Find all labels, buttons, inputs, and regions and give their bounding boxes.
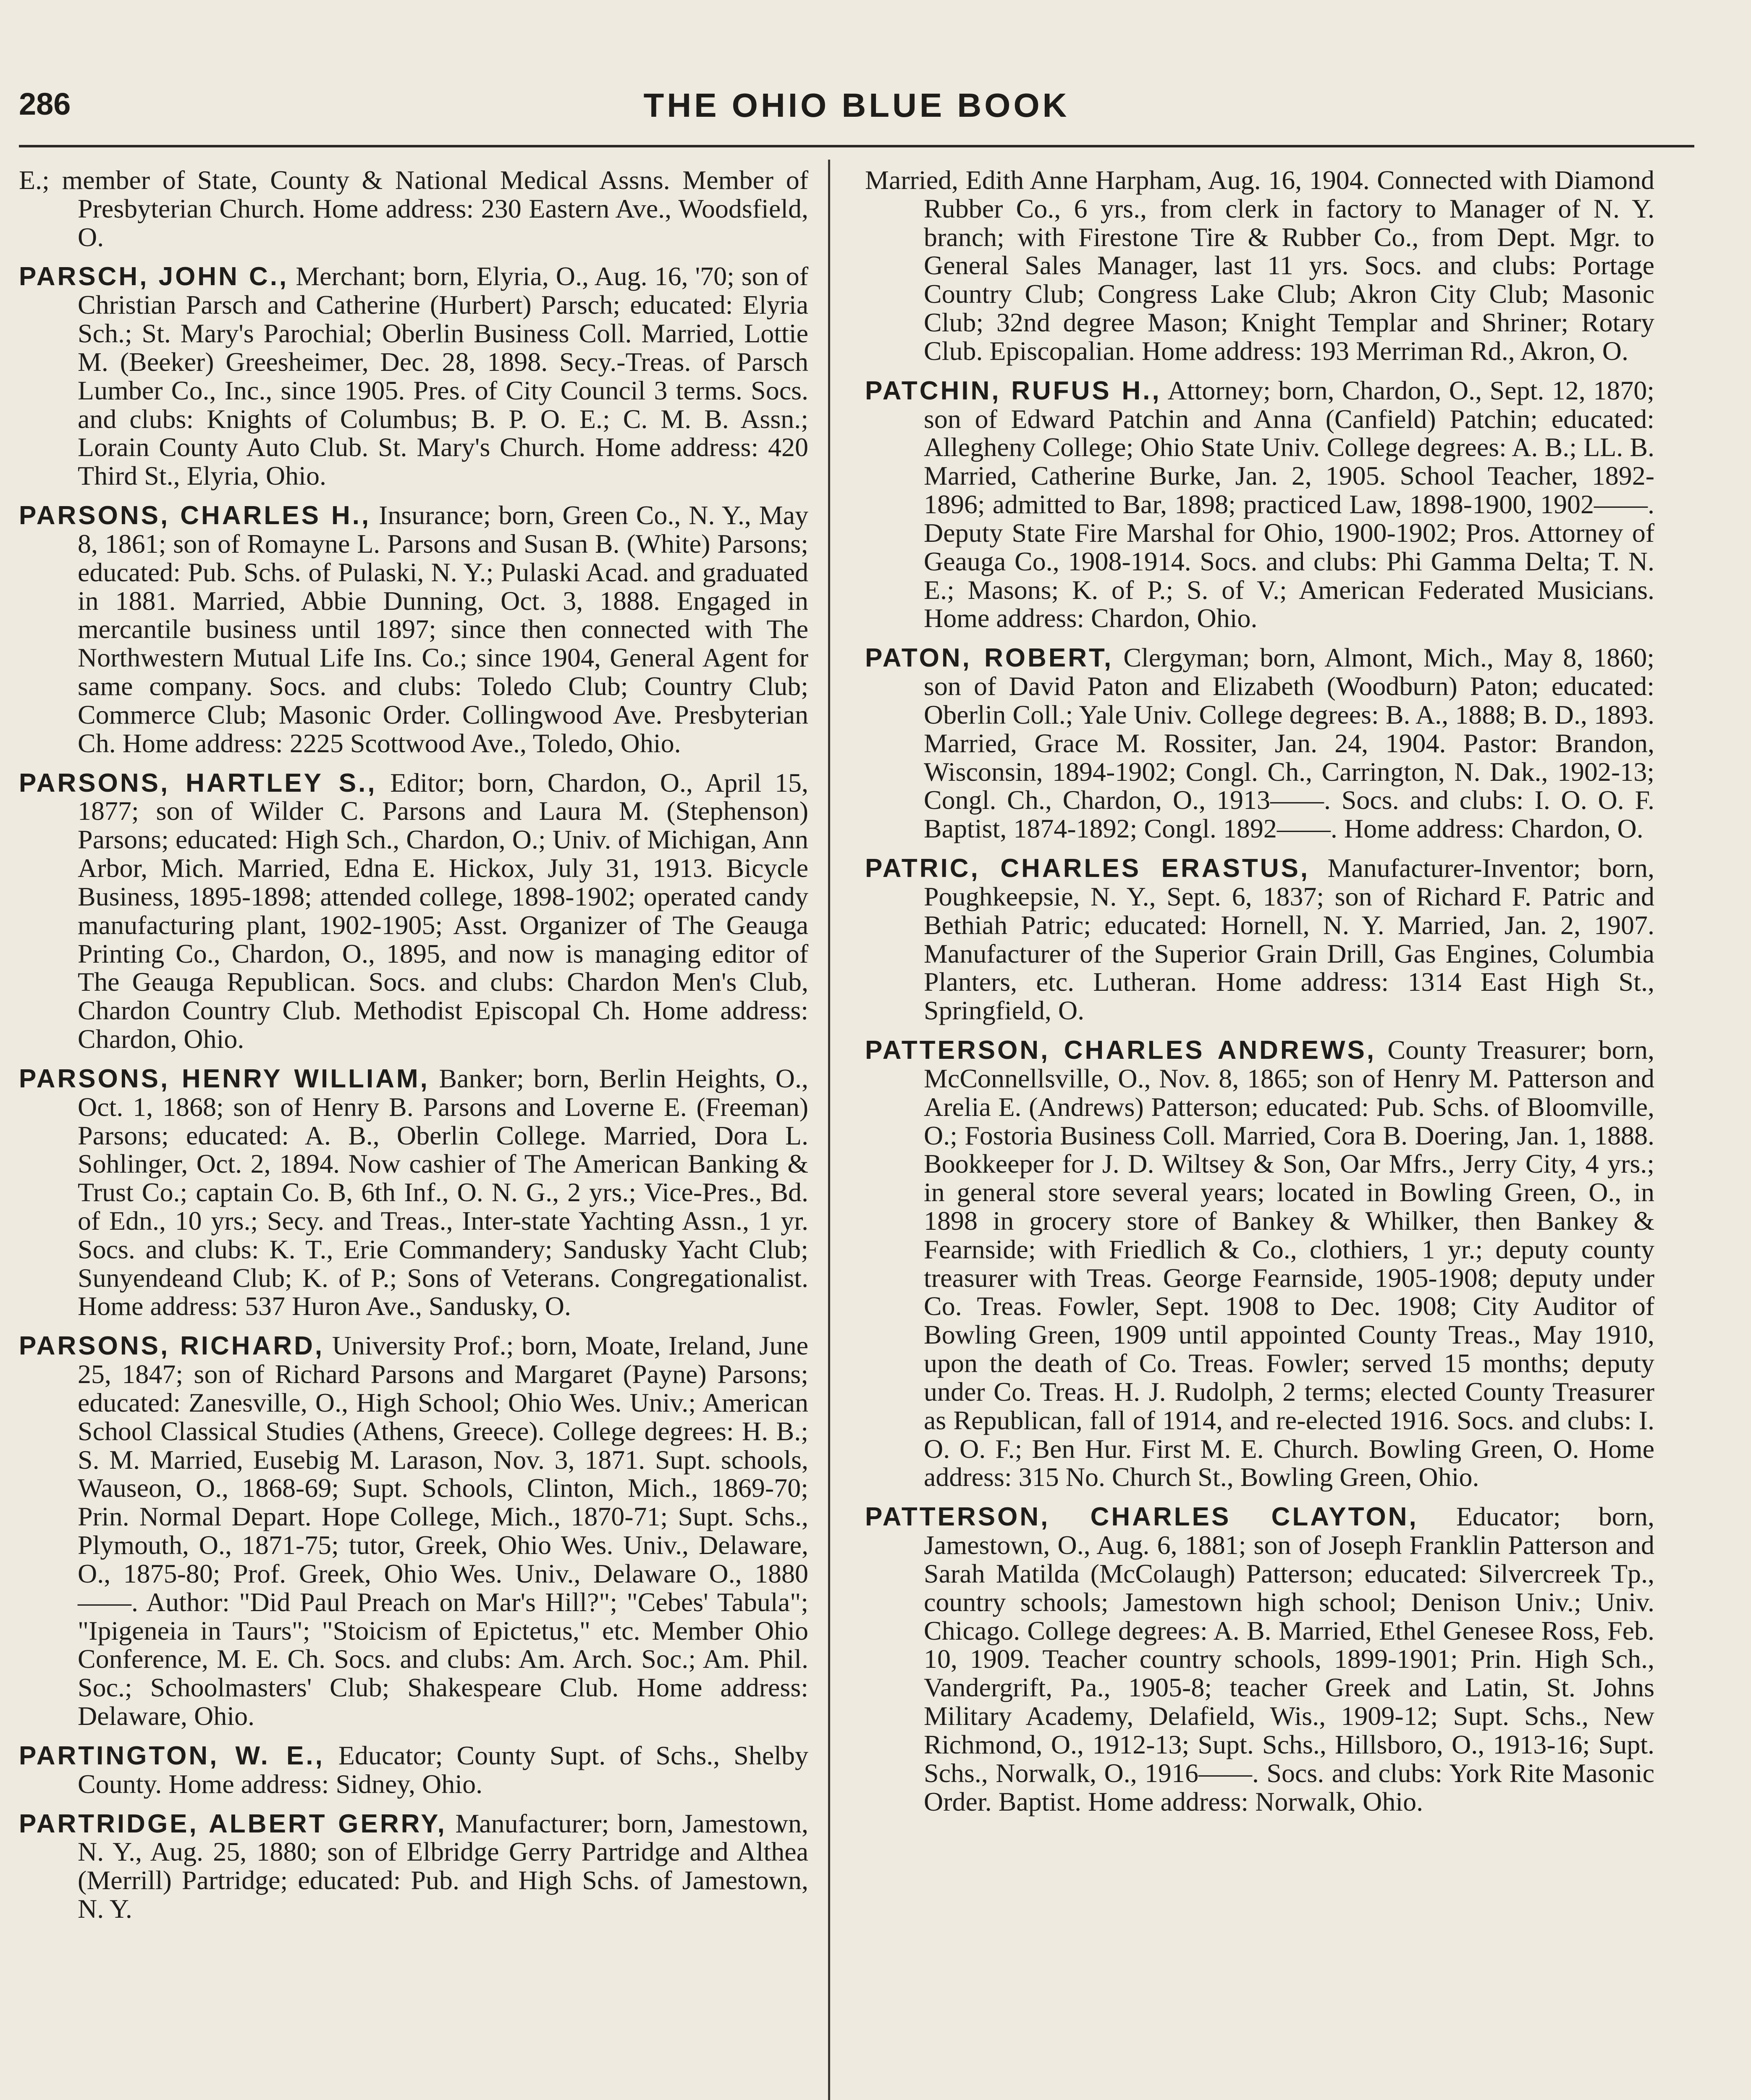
entry-name: PATRIC, CHARLES ERASTUS,: [865, 854, 1310, 883]
entry: [865, 166, 1654, 365]
entry-text: Educator; born, Jamestown, O., Aug. 6, 1881; son of Joseph Franklin Patterson and Sarah Matilda (McColaugh) Patterson; educated: Silvercreek Tp., country schools; Jamestown high school; Denison Univ.; Univ. Chicago. College degrees: A. B. Married, Ethel Genesee Ross, Feb. 10, 1909. Teacher country schools, 1899-1901; Prin. High Sch., Vandergrift, Pa., 1905-8; teacher Greek and Latin, St. Johns Military Academy, Delafield, Wis., 1909-12; Supt. Schs., New Richmond, O., 1912-13; Supt. Schs., Hillsboro, O., 1913-16; Supt. Schs., Norwalk, O., 1916——. Socs. and clubs: York Rite Masonic Order. Baptist. Home address: Norwalk, Ohio.: [924, 1502, 1655, 1816]
header-rule: [19, 145, 1694, 147]
left-column: [19, 166, 808, 1934]
entry-name: PARSONS, CHARLES H.,: [19, 501, 371, 530]
page-header: [19, 78, 1694, 141]
entry-text: Clergyman; born, Almont, Mich., May 8, 1860; son of David Paton and Elizabeth (Woodburn) Paton; educated: Oberlin Coll.; Yale Univ. College degrees: B. A., 1888; B. D., 1893. Married, Grace M. Rossiter, Jan. 24, 1904. Pastor: Brandon, Wisconsin, 1894-1902; Congl. Ch., Carrington, N. Dak., 1902-13; Congl. Ch., Chardon, O., 1913——. Socs. and clubs: I. O. O. F. Baptist, 1874-1892; Congl. 1892——. Home address: Chardon, O.: [924, 643, 1654, 844]
entry-text: Manufacturer-Inventor; born, Poughkeepsie, N. Y., Sept. 6, 1837; son of Richard F. Patric and Bethiah Patric; educated: Hornell, N. Y. Married, Jan. 2, 1907. Manufacturer of the Superior Grain Drill, Gas Engines, Columbia Planters, etc. Lutheran. Home address: 1314 East High St., Springfield, O.: [924, 853, 1655, 1026]
entry-name: PATTERSON, CHARLES CLAYTON,: [865, 1502, 1418, 1532]
running-title: THE OHIO BLUE BOOK: [643, 87, 1070, 124]
entry-continuation-text: Married, Edith Anne Harpham, Aug. 16, 1904. Connected with Diamond Rubber Co., 6 yrs., from clerk in factory to Manager of N. Y. branch; with Firestone Tire & Rubber Co., from Dept. Mgr. to General Sales Manager, last 11 yrs. Socs. and clubs: Portage Country Club; Congress Lake Club; Akron City Club; Masonic Club; 32nd degree Mason; Knight Templar and Shriner; Rotary Club. Episcopalian. Home address: 193 Merriman Rd., Akron, O.: [865, 165, 1654, 366]
entry-text: Insurance; born, Green Co., N. Y., May 8, 1861; son of Romayne L. Parsons and Susan B. (White) Parsons; educated: Pub. Schs. of Pulaski, N. Y.; Pulaski Acad. and graduated in 1881. Married, Abbie Dunning, Oct. 3, 1888. Engaged in mercantile business until 1897; since then connected with The Northwestern Mutual Life Ins. Co.; since 1904, General Agent for same company. Socs. and clubs: Toledo Club; Country Club; Commerce Club; Masonic Order. Collingwood Ave. Presbyterian Ch. Home address: 2225 Scottwood Ave., Toledo, Ohio.: [78, 500, 808, 758]
entry: [19, 501, 808, 757]
entry-text: Attorney; born, Chardon, O., Sept. 12, 1870; son of Edward Patchin and Anna (Canfield) Patchin; educated: Allegheny College; Ohio State Univ. College degrees: A. B.; LL. B. Married, Catherine Burke, Jan. 2, 1905. School Teacher, 1892-1896; admitted to Bar, 1898; practiced Law, 1898-1900, 1902——. Deputy State Fire Marshal for Ohio, 1900-1902; Pros. Attorney of Geauga Co., 1908-1914. Socs. and clubs: Phi Gamma Delta; T. N. E.; Masons; K. of P.; S. of V.; American Federated Musicians. Home address: Chardon, Ohio.: [924, 375, 1655, 633]
entry: [865, 854, 1654, 1025]
entry-text: University Prof.; born, Moate, Ireland, June 25, 1847; son of Richard Parsons and Margaret (Payne) Parsons; educated: Zanesville, O., High School; Ohio Wes. Univ.; American School Classical Studies (Athens, Greece). College degrees: H. B.; S. M. Married, Eusebig M. Larason, Nov. 3, 1871. Supt. schools, Wauseon, O., 1868-69; Supt. Schools, Clinton, Mich., 1869-70; Prin. Normal Depart. Hope College, Mich., 1870-71; Supt. Schs., Plymouth, O., 1871-75; tutor, Greek, Ohio Wes. Univ., Delaware, O., 1875-80; Prof. Greek, Ohio Wes. Univ., Delaware O., 1880——. Author: "Did Paul Preach on Mar's Hill?"; "Cebes' Tabula"; "Ipigeneia in Taurs"; "Stoicism of Epictetus," etc. Member Ohio Conference, M. E. Ch. Socs. and clubs: Am. Arch. Soc.; Am. Phil. Soc.; Schoolmasters' Club; Shakespeare Club. Home address: Delaware, Ohio.: [78, 1331, 809, 1731]
entry-continuation-text: E.; member of State, County & National Medical Assns. Member of Presbyterian Church. Home address: 230 Eastern Ave., Woodsfield, O.: [19, 165, 808, 252]
entry-name: PARSONS, HENRY WILLIAM,: [19, 1064, 430, 1093]
entry-text: Educator; County Supt. of Schs., Shelby County. Home address: Sidney, Ohio.: [78, 1740, 809, 1799]
entry-text: County Treasurer; born, McConnellsville, O., Nov. 8, 1865; son of Henry M. Patterson and Arelia E. (Andrews) Patterson; educated: Pub. Schs. of Bloomville, O.; Fostoria Business Coll. Married, Cora B. Doering, Jan. 1, 1888. Bookkeeper for J. D. Wiltsey & Son, Oar Mfrs., Jerry City, 4 yrs.; in general store several years; located in Bowling Green, O., in 1898 in grocery store of Bankey & Whilker, then Bankey & Fearnside; with Friedlich & Co., clothiers, 1 yr.; deputy county treasurer with Treas. George Fearnside, 1905-1908; deputy under Co. Treas. Fowler, Sept. 1908 to Dec. 1908; City Auditor of Bowling Green, 1909 until appointed County Treas., May 1910, upon the death of Co. Treas. Fowler; served 15 months; deputy under Co. Treas. H. J. Rudolph, 2 terms; elected County Treasurer as Republican, fall of 1914, and re-elected 1916. Socs. and clubs: I. O. O. F.; Ben Hur. First M. E. Church. Bowling Green, O. Home address: 315 No. Church St., Bowling Green, Ohio.: [924, 1035, 1654, 1492]
entry: [19, 769, 808, 1053]
entry: [865, 1502, 1654, 1816]
entry-name: PARSCH, JOHN C.,: [19, 262, 289, 291]
entry: [19, 1064, 808, 1320]
entry: [19, 1809, 808, 1923]
entry-name: PATCHIN, RUFUS H.,: [865, 376, 1161, 405]
entry: [19, 1331, 808, 1730]
page-number: 286: [19, 87, 71, 121]
entry-text: Merchant; born, Elyria, O., Aug. 16, '70; son of Christian Parsch and Catherine (Hurbert) Parsch; educated: Elyria Sch.; St. Mary's Parochial; Oberlin Business Coll. Married, Lottie M. (Beeker) Greesheimer, Dec. 28, 1898. Secy.-Treas. of Parsch Lumber Co., Inc., since 1905. Pres. of City Council 3 terms. Socs. and clubs: Knights of Columbus; B. P. O. E.; C. M. B. Assn.; Lorain County Auto Club. St. Mary's Church. Home address: 420 Third St., Elyria, Ohio.: [78, 261, 809, 491]
entry-name: PARSONS, RICHARD,: [19, 1331, 325, 1361]
entry-name: PARSONS, HARTLEY S.,: [19, 768, 377, 798]
entry-name: PARTINGTON, W. E.,: [19, 1741, 325, 1770]
entry: [865, 1036, 1654, 1491]
entry: [19, 166, 808, 251]
entry-name: PATON, ROBERT,: [865, 643, 1114, 673]
entry: [19, 1741, 808, 1798]
entry-text: Manufacturer; born, Jamestown, N. Y., Aug. 25, 1880; son of Elbridge Gerry Partridge and Althea (Merrill) Partridge; educated: Pub. and High Schs. of Jamestown, N. Y.: [78, 1808, 809, 1924]
entry-name: PATTERSON, CHARLES ANDREWS,: [865, 1036, 1376, 1065]
column-divider: [828, 160, 830, 2100]
entry: [865, 643, 1654, 843]
entry: [19, 262, 808, 490]
entry-text: Editor; born, Chardon, O., April 15, 1877; son of Wilder C. Parsons and Laura M. (Stephenson) Parsons; educated: High Sch., Chardon, O.; Univ. of Michigan, Ann Arbor, Mich. Married, Edna E. Hickox, July 31, 1913. Bicycle Business, 1895-1898; attended college, 1898-1902; operated candy manufacturing plant, 1902-1905; Asst. Organizer of The Geauga Printing Co., Chardon, O., 1895, and now is managing editor of The Geauga Republican. Socs. and clubs: Chardon Men's Club, Chardon Country Club. Methodist Episcopal Ch. Home address: Chardon, Ohio.: [78, 767, 808, 1054]
entry: [865, 376, 1654, 633]
right-column: [865, 166, 1654, 1827]
entry-name: PARTRIDGE, ALBERT GERRY,: [19, 1809, 447, 1838]
entry-text: Banker; born, Berlin Heights, O., Oct. 1, 1868; son of Henry B. Parsons and Loverne E. (Freeman) Parsons; educated: A. B., Oberlin College. Married, Dora L. Sohlinger, Oct. 2, 1894. Now cashier of The American Banking & Trust Co.; captain Co. B, 6th Inf., O. N. G., 2 yrs.; Vice-Pres., Bd. of Edn., 10 yrs.; Secy. and Treas., Inter-state Yachting Assn., 1 yr. Socs. and clubs: K. T., Erie Commandery; Sandusky Yacht Club; Sunyendeand Club; K. of P.; Sons of Veterans. Congregationalist. Home address: 537 Huron Ave., Sandusky, O.: [78, 1063, 808, 1321]
